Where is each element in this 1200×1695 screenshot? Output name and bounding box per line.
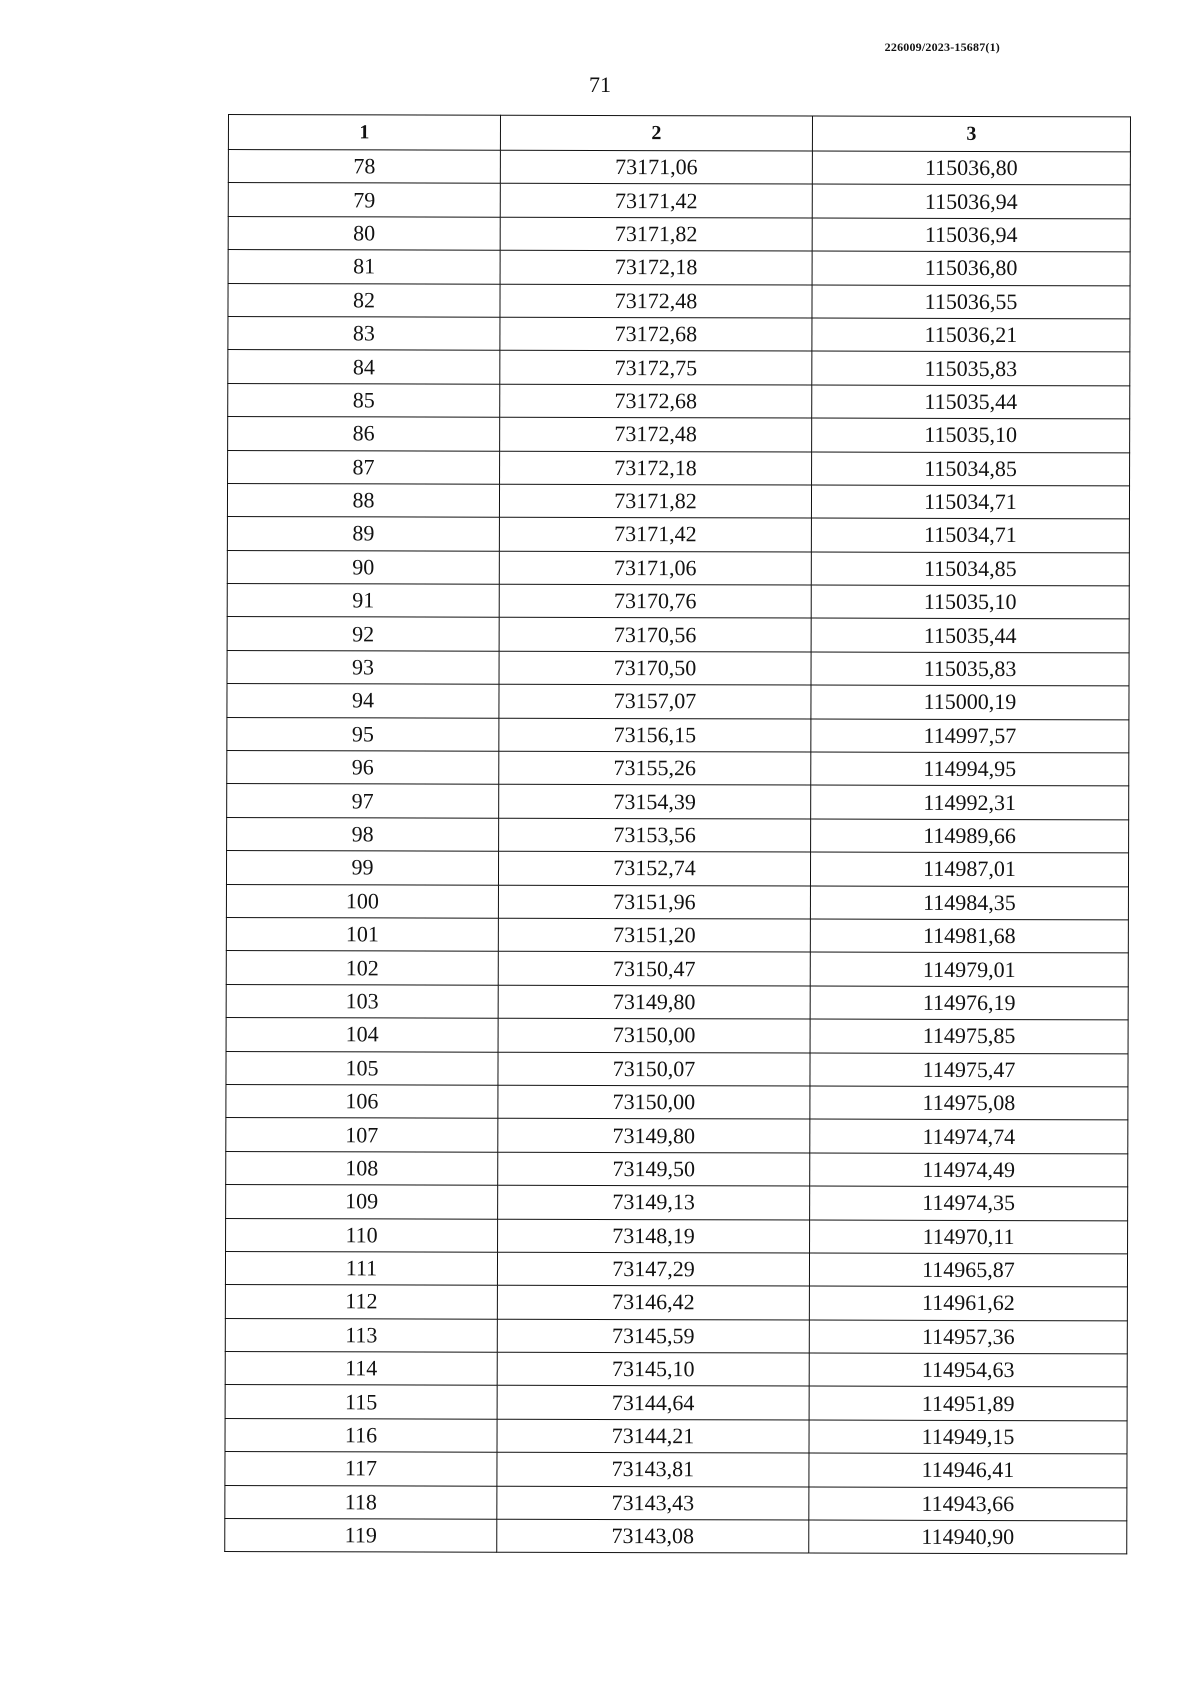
y-coordinate-cell: 115036,94 (812, 218, 1130, 252)
x-coordinate-cell: 73172,48 (500, 417, 812, 451)
x-coordinate-cell: 73149,80 (498, 985, 810, 1019)
x-coordinate-cell: 73155,26 (499, 751, 811, 785)
x-coordinate-cell: 73151,96 (498, 885, 810, 919)
x-coordinate-cell: 73150,47 (498, 952, 810, 986)
y-coordinate-cell: 115034,85 (812, 452, 1130, 486)
point-number-cell: 78 (228, 150, 500, 184)
table-row (227, 817, 1129, 853)
table-row (228, 383, 1130, 419)
table-row (226, 951, 1128, 987)
x-coordinate-cell: 73148,19 (498, 1219, 810, 1253)
table-row (225, 1251, 1127, 1287)
y-coordinate-cell: 114949,15 (809, 1420, 1127, 1454)
table-row (228, 216, 1130, 252)
point-number-cell: 101 (226, 917, 498, 951)
y-coordinate-cell: 114954,63 (809, 1353, 1127, 1387)
y-coordinate-cell: 114981,68 (810, 919, 1128, 953)
table-row (226, 1218, 1128, 1254)
point-number-cell: 108 (226, 1151, 498, 1185)
table-row (228, 350, 1130, 386)
point-number-cell: 92 (227, 617, 499, 651)
x-coordinate-cell: 73145,59 (497, 1319, 809, 1353)
point-number-cell: 103 (226, 984, 498, 1018)
point-number-cell: 83 (228, 316, 500, 350)
table-row (227, 483, 1129, 519)
point-number-cell: 98 (227, 817, 499, 851)
table-row (226, 1185, 1128, 1221)
x-coordinate-cell: 73170,76 (499, 584, 811, 618)
y-coordinate-cell: 114961,62 (809, 1286, 1127, 1320)
y-coordinate-cell: 114992,31 (811, 785, 1129, 819)
point-number-cell: 109 (226, 1185, 498, 1219)
table-row (227, 717, 1129, 753)
x-coordinate-cell: 73170,56 (499, 618, 811, 652)
point-number-cell: 114 (225, 1352, 497, 1386)
point-number-cell: 94 (227, 684, 499, 718)
table-row (227, 517, 1129, 553)
y-coordinate-cell: 114974,74 (810, 1119, 1128, 1153)
y-coordinate-cell: 115036,94 (812, 184, 1130, 218)
point-number-cell: 113 (225, 1318, 497, 1352)
table-row (227, 784, 1129, 820)
y-coordinate-cell: 114943,66 (809, 1487, 1127, 1521)
point-number-cell: 106 (226, 1084, 498, 1118)
coordinates-table (224, 114, 1131, 1555)
x-coordinate-cell: 73153,56 (499, 818, 811, 852)
y-coordinate-cell: 114951,89 (809, 1386, 1127, 1420)
x-coordinate-cell: 73171,82 (499, 484, 811, 518)
y-coordinate-cell: 114974,49 (810, 1153, 1128, 1187)
y-coordinate-cell: 115036,80 (812, 251, 1130, 285)
table-row (226, 851, 1128, 887)
table-row (227, 550, 1129, 586)
x-coordinate-cell: 73171,42 (499, 518, 811, 552)
table-row (228, 283, 1130, 319)
y-coordinate-cell: 114940,90 (809, 1520, 1127, 1554)
table-row (227, 584, 1129, 620)
table-row (227, 650, 1129, 686)
point-number-cell: 118 (225, 1485, 497, 1519)
point-number-cell: 82 (228, 283, 500, 317)
x-coordinate-cell: 73170,50 (499, 651, 811, 685)
y-coordinate-cell: 114970,11 (810, 1220, 1128, 1254)
x-coordinate-cell: 73144,64 (497, 1386, 809, 1420)
point-number-cell: 111 (225, 1251, 497, 1285)
x-coordinate-cell: 73143,81 (497, 1452, 809, 1486)
table-row (228, 250, 1130, 286)
table-row (225, 1452, 1127, 1488)
table-row (227, 751, 1129, 787)
x-coordinate-cell: 73150,00 (498, 1085, 810, 1119)
table-row (226, 1151, 1128, 1187)
table-row (228, 450, 1130, 486)
x-coordinate-cell: 73150,00 (498, 1018, 810, 1052)
y-coordinate-cell: 114997,57 (811, 719, 1129, 753)
point-number-cell: 100 (226, 884, 498, 918)
table-row (226, 884, 1128, 920)
table-row (225, 1385, 1127, 1421)
point-number-cell: 104 (226, 1018, 498, 1052)
table-row (228, 183, 1130, 219)
point-number-cell: 96 (227, 751, 499, 785)
table-row (225, 1318, 1127, 1354)
y-coordinate-cell: 114984,35 (810, 886, 1128, 920)
x-coordinate-cell: 73145,10 (497, 1352, 809, 1386)
table-row (227, 617, 1129, 653)
table-row (225, 1418, 1127, 1454)
y-coordinate-cell: 115000,19 (811, 685, 1129, 719)
point-number-cell: 99 (226, 851, 498, 885)
point-number-cell: 84 (228, 350, 500, 384)
y-coordinate-cell: 114946,41 (809, 1453, 1127, 1487)
table-row (228, 150, 1130, 186)
table-row (226, 1018, 1128, 1054)
y-coordinate-cell: 114965,87 (809, 1253, 1127, 1287)
table-row (226, 1118, 1128, 1154)
x-coordinate-cell: 73172,68 (500, 317, 812, 351)
x-coordinate-cell: 73171,06 (500, 150, 812, 184)
x-coordinate-cell: 73157,07 (499, 684, 811, 718)
point-number-cell: 91 (227, 584, 499, 618)
y-coordinate-cell: 114975,85 (810, 1019, 1128, 1053)
x-coordinate-cell: 73156,15 (499, 718, 811, 752)
y-coordinate-cell: 115035,44 (812, 385, 1130, 419)
point-number-cell: 86 (228, 417, 500, 451)
column-header-2: 2 (500, 115, 812, 151)
table-row (226, 984, 1128, 1020)
y-coordinate-cell: 115034,85 (811, 552, 1129, 586)
x-coordinate-cell: 73172,68 (500, 384, 812, 418)
x-coordinate-cell: 73149,80 (498, 1119, 810, 1153)
table-row (226, 1051, 1128, 1087)
x-coordinate-cell: 73154,39 (499, 785, 811, 819)
table-row (225, 1352, 1127, 1388)
point-number-cell: 97 (227, 784, 499, 818)
x-coordinate-cell: 73151,20 (498, 918, 810, 952)
point-number-cell: 93 (227, 650, 499, 684)
x-coordinate-cell: 73172,18 (500, 250, 812, 284)
point-number-cell: 116 (225, 1418, 497, 1452)
point-number-cell: 105 (226, 1051, 498, 1085)
x-coordinate-cell: 73146,42 (497, 1285, 809, 1319)
table-row (225, 1519, 1127, 1555)
y-coordinate-cell: 115035,10 (812, 418, 1130, 452)
point-number-cell: 102 (226, 951, 498, 985)
x-coordinate-cell: 73143,08 (497, 1519, 809, 1553)
point-number-cell: 88 (227, 483, 499, 517)
y-coordinate-cell: 114979,01 (810, 952, 1128, 986)
point-number-cell: 95 (227, 717, 499, 751)
point-number-cell: 119 (225, 1519, 497, 1553)
y-coordinate-cell: 115034,71 (811, 485, 1129, 519)
column-header-3: 3 (812, 116, 1130, 152)
point-number-cell: 117 (225, 1452, 497, 1486)
document-reference-number: 226009/2023-15687(1) (884, 40, 1000, 54)
x-coordinate-cell: 73172,48 (500, 284, 812, 318)
x-coordinate-cell: 73149,50 (498, 1152, 810, 1186)
table-header (228, 115, 1130, 152)
x-coordinate-cell: 73172,18 (500, 451, 812, 485)
x-coordinate-cell: 73149,13 (498, 1185, 810, 1219)
y-coordinate-cell: 114976,19 (810, 986, 1128, 1020)
point-number-cell: 79 (228, 183, 500, 217)
y-coordinate-cell: 115035,10 (811, 585, 1129, 619)
x-coordinate-cell: 73147,29 (497, 1252, 809, 1286)
x-coordinate-cell: 73171,06 (499, 551, 811, 585)
table-row (228, 316, 1130, 352)
table-row (225, 1285, 1127, 1321)
x-coordinate-cell: 73172,75 (500, 351, 812, 385)
point-number-cell: 81 (228, 250, 500, 284)
table-row (227, 684, 1129, 720)
y-coordinate-cell: 114994,95 (811, 752, 1129, 786)
column-header-1: 1 (228, 115, 500, 151)
x-coordinate-cell: 73171,42 (500, 184, 812, 218)
table-row (226, 1084, 1128, 1120)
y-coordinate-cell: 114957,36 (809, 1320, 1127, 1354)
table-header-row (228, 115, 1130, 152)
x-coordinate-cell: 73152,74 (498, 851, 810, 885)
table-row (225, 1485, 1127, 1521)
y-coordinate-cell: 115034,71 (811, 518, 1129, 552)
table-row (228, 417, 1130, 453)
y-coordinate-cell: 114975,08 (810, 1086, 1128, 1120)
y-coordinate-cell: 114975,47 (810, 1053, 1128, 1087)
y-coordinate-cell: 115035,83 (812, 351, 1130, 385)
y-coordinate-cell: 115036,80 (812, 151, 1130, 185)
point-number-cell: 115 (225, 1385, 497, 1419)
point-number-cell: 110 (226, 1218, 498, 1252)
point-number-cell: 87 (228, 450, 500, 484)
point-number-cell: 107 (226, 1118, 498, 1152)
y-coordinate-cell: 115036,55 (812, 285, 1130, 319)
y-coordinate-cell: 115035,44 (811, 618, 1129, 652)
point-number-cell: 89 (227, 517, 499, 551)
table-body (225, 150, 1131, 1555)
point-number-cell: 80 (228, 216, 500, 250)
x-coordinate-cell: 73171,82 (500, 217, 812, 251)
x-coordinate-cell: 73144,21 (497, 1419, 809, 1453)
x-coordinate-cell: 73150,07 (498, 1052, 810, 1086)
y-coordinate-cell: 114989,66 (811, 819, 1129, 853)
point-number-cell: 112 (225, 1285, 497, 1319)
y-coordinate-cell: 115036,21 (812, 318, 1130, 352)
y-coordinate-cell: 114974,35 (810, 1186, 1128, 1220)
point-number-cell: 85 (228, 383, 500, 417)
point-number-cell: 90 (227, 550, 499, 584)
x-coordinate-cell: 73143,43 (497, 1486, 809, 1520)
y-coordinate-cell: 114987,01 (810, 852, 1128, 886)
table-row (226, 917, 1128, 953)
page-number: 71 (589, 72, 611, 97)
y-coordinate-cell: 115035,83 (811, 652, 1129, 686)
